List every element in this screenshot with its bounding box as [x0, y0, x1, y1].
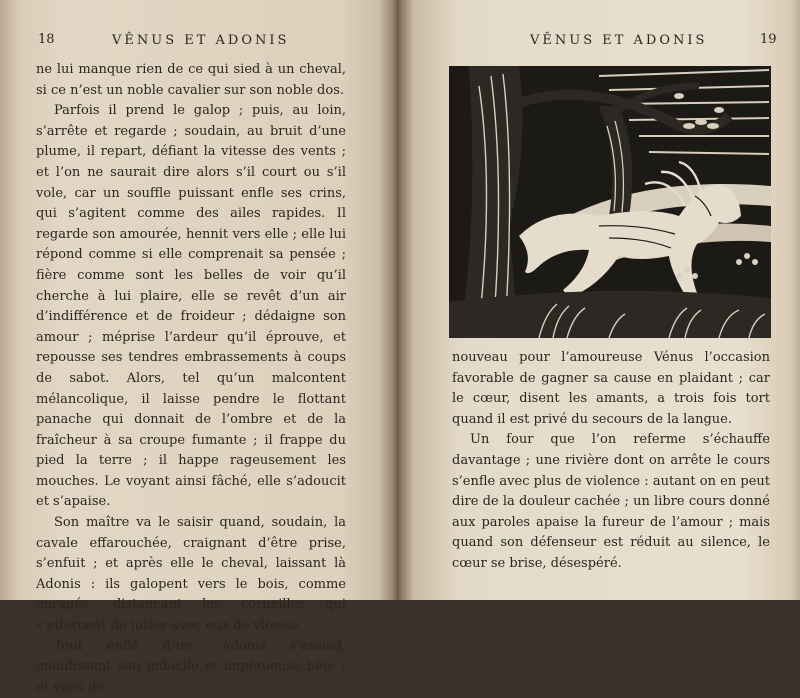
- right-page: [405, 0, 800, 600]
- horse-woodcut-illustration: [449, 66, 771, 338]
- paragraph: Tout enflé d’ire, Adonis s’assied, maudissant son indocile et impétueuse bête : et voici de: [36, 638, 346, 695]
- page-number: 18: [38, 32, 55, 47]
- paragraph: nouveau pour l’amoureuse Vénus l’occasion favorable de gagner sa cause en plaidant ; car le cœur, disent les amants, a trois fois tort quand il est privé du secours de la langue.: [452, 350, 770, 427]
- paragraph: Un four que l’on referme s’échauffe davantage ; une rivière dont on arrête le cours s’enfle avec plus de violence : autant on en peut dire de la douleur cachée ; un libre cours donné aux paroles apaise la fureur de l’amour ; mais quand son défenseur est réduit au silence, le cœur se brise, désespéré.: [452, 432, 770, 571]
- paragraph: Son maître va le saisir quand, soudain, la cavale effarouchée, craignant d’être prise, s’enfuit ; et après elle le cheval, laissant là Adonis : ils galopent vers le bois, comme enragés, distançant les corneilles qui s’efforcent de lutter avec eux de vitesse.: [36, 515, 346, 634]
- running-head: VÊNUS ET ADONIS: [530, 33, 708, 48]
- paragraph: ne lui manque rien de ce qui sied à un cheval, si ce n’est un noble cavalier sur son noble dos.: [36, 62, 346, 98]
- running-head: VÊNUS ET ADONIS: [112, 33, 290, 48]
- paragraph: Parfois il prend le galop ; puis, au loin, s’arrête et regarde ; soudain, au bruit d’une plume, il repart, défiant la vitesse des vents ; et l’on ne saurait dire alors s’il court ou s’il vole, car un souffle puissant enfle ses crins, qui s’agitent comme des ailes rapides. Il regarde son amourée, hennit vers elle ; elle lui répond comme si elle comprenait sa pensée ; fière comme sont les belles de voir qu’il cherche à lui plaire, elle se revêt d’un air d’indifférence et de froideur ; dédaigne son amour ; méprise l’ardeur qu’il éprouve, et repousse ses tendres embrassements à coups de sabot. Alors, tel qu’un malcontent mélancolique, il laisse pendre le flottant panache qui donnait de l’ombre et de la fraîcheur à sa croupe fumante ; il frappe du pied la terre ; il happe rageusement les mouches. Le voyant ainsi fâché, elle s’adoucit et s’apaise.: [36, 103, 346, 510]
- page-body: [452, 348, 770, 575]
- page-number: 19: [760, 32, 777, 47]
- left-page: [0, 0, 395, 695]
- page-body: [36, 60, 346, 698]
